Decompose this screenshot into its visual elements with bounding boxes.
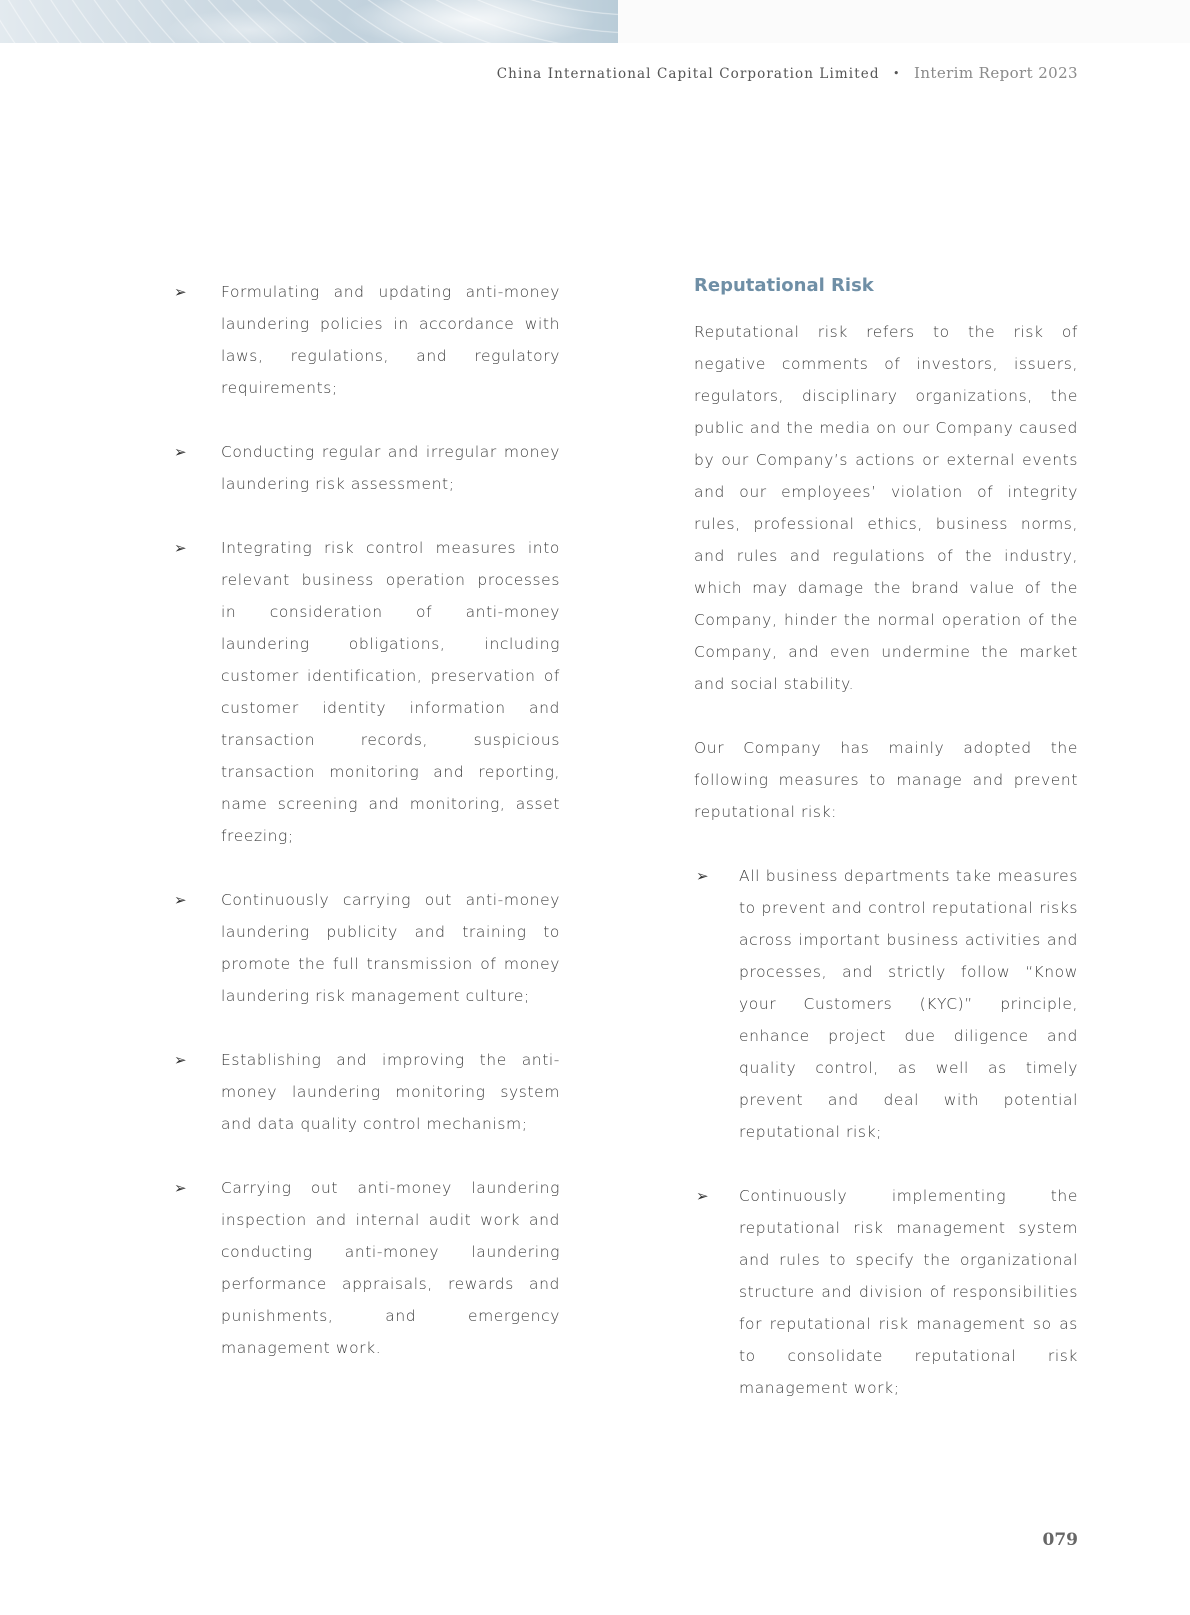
arrow-bullet-icon: ➢ bbox=[174, 1179, 188, 1197]
arrow-bullet-icon: ➢ bbox=[174, 539, 188, 557]
list-item-text: Continuously carrying out anti-money laundering publicity and training to promote the full transmission of money laundering risk management culture; bbox=[221, 891, 560, 1005]
running-header bbox=[497, 64, 1078, 82]
list-item bbox=[694, 860, 1078, 1148]
arrow-bullet-icon: ➢ bbox=[174, 891, 188, 909]
list-item-text: Formulating and updating anti-money laundering policies in accordance with laws, regulations, and regulatory requirements; bbox=[221, 283, 560, 397]
list-item bbox=[694, 1180, 1078, 1404]
list-item bbox=[172, 276, 560, 404]
list-item-text: All business departments take measures to prevent and control reputational risks across important business activities and processes, and strictly follow “Know your Customers (KYC)” principle, enhance project due diligence and quality control, as well as timely prevent and deal with potential reputational risk; bbox=[739, 867, 1078, 1141]
decorative-header-banner bbox=[0, 0, 618, 43]
page-number: 079 bbox=[1042, 1530, 1078, 1550]
section-heading: Reputational Risk bbox=[694, 275, 874, 296]
header-band bbox=[618, 0, 1190, 43]
list-item bbox=[172, 1044, 560, 1140]
list-item bbox=[172, 436, 560, 500]
arrow-bullet-icon: ➢ bbox=[174, 1051, 188, 1069]
left-column bbox=[172, 276, 560, 1396]
arrow-bullet-icon: ➢ bbox=[696, 867, 710, 885]
report-title: Interim Report 2023 bbox=[914, 64, 1078, 82]
company-name: China International Capital Corporation Limited bbox=[496, 66, 880, 82]
right-column bbox=[694, 276, 1078, 1436]
arrow-bullet-icon: ➢ bbox=[696, 1187, 710, 1205]
paragraph: Our Company has mainly adopted the following measures to manage and prevent reputational risk: bbox=[694, 739, 1078, 821]
list-item bbox=[172, 884, 560, 1012]
separator-dot: • bbox=[893, 67, 901, 80]
list-item-text: Continuously implementing the reputational risk management system and rules to specify the organizational structure and division of responsibilities for reputational risk management so as to consolidate reputational risk management work; bbox=[739, 1187, 1078, 1397]
list-item-text: Conducting regular and irregular money laundering risk assessment; bbox=[221, 443, 560, 493]
list-item-text: Integrating risk control measures into relevant business operation processes in consideration of anti-money laundering obligations, including customer identification, preservation of customer identity information and transaction records, suspicious transaction monitoring and reporting, name screening and monitoring, asset freezing; bbox=[221, 539, 560, 845]
list-item-text: Establishing and improving the anti-money laundering monitoring system and data quality control mechanism; bbox=[221, 1051, 560, 1133]
list-item-text: Carrying out anti-money laundering inspection and internal audit work and conducting anti-money laundering performance appraisals, rewards and punishments, and emergency management work. bbox=[221, 1179, 560, 1357]
list-item bbox=[172, 532, 560, 852]
paragraph: Reputational risk refers to the risk of negative comments of investors, issuers, regulators, disciplinary organizations, the public and the media on our Company caused by our Company’s actions or external events and our employees’ violation of integrity rules, professional ethics, business norms, and rules and regulations of the industry, which may damage the brand value of the Company, hinder the normal operation of the Company, and even undermine the market and social stability. bbox=[694, 323, 1078, 693]
arrow-bullet-icon: ➢ bbox=[174, 283, 188, 301]
arrow-bullet-icon: ➢ bbox=[174, 443, 188, 461]
list-item bbox=[172, 1172, 560, 1364]
